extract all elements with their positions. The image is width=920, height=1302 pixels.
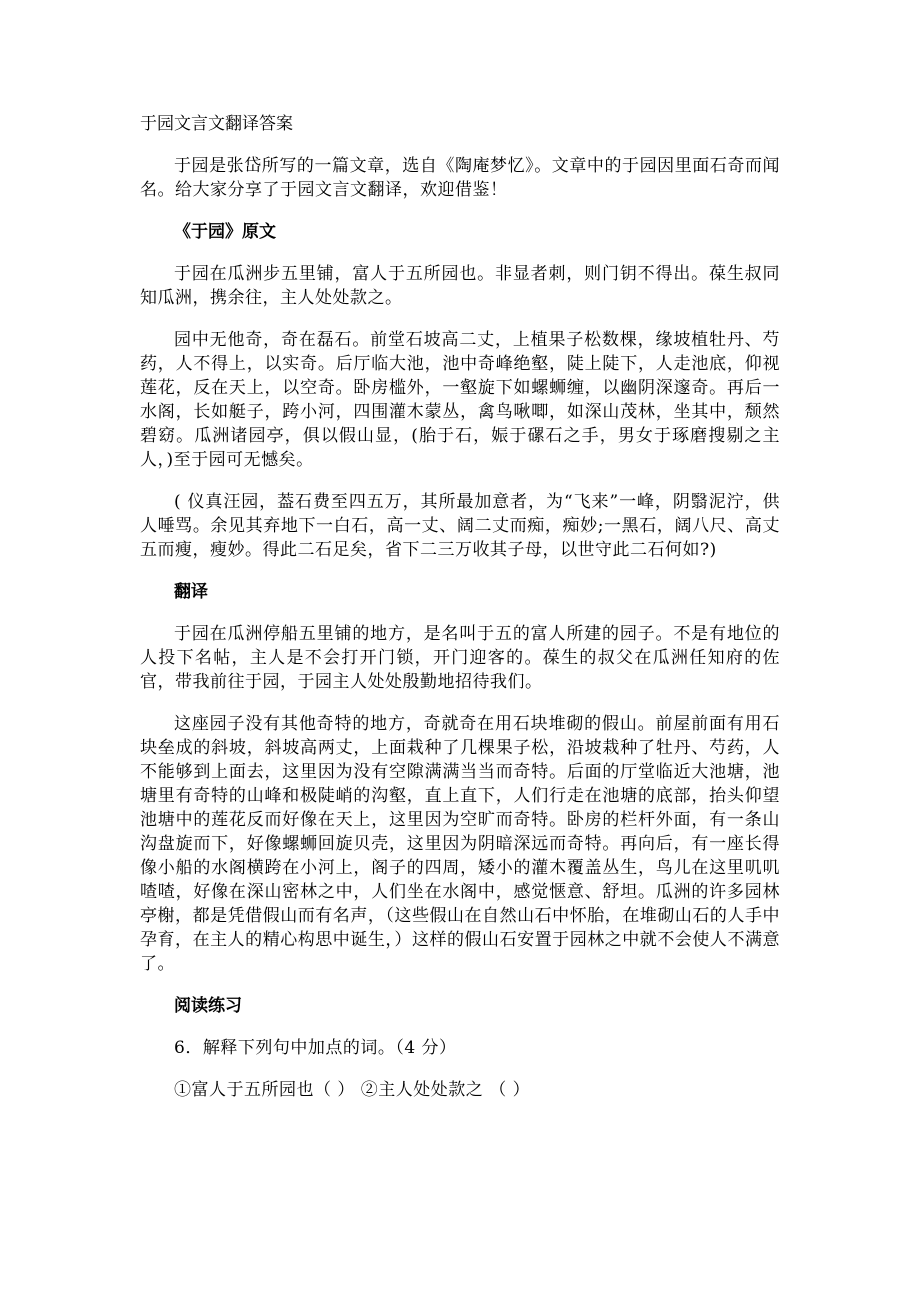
original-paragraph-2: 园中无他奇，奇在磊石。前堂石坡高二丈，上植果子松数棵，缘坡植牡丹、芍药，人不得上，以实奇。后厅临大池，池中奇峰绝壑，陡上陡下，人走池底，仰视莲花，反在天上，以空奇。卧房槛外，一壑旋下如螺蛳缠，以幽阴深邃奇。再后一水阁，长如艇子，跨小河，四围灌木蒙丛，禽鸟啾唧，如深山茂林，坐其中，颓然碧窈。瓜洲诸园亭，俱以假山显，(胎于石，娠于磥石之手，男女于琢磨搜剔之主人，)至于园可无憾矣。 (140, 330, 780, 470)
translation-paragraph-1: 于园在瓜洲停船五里铺的地方，是名叫于五的富人所建的园子。不是有地位的人投下名帖，主人是不会打开门锁，开门迎客的。葆生的叔父在瓜洲任知府的佐官，带我前往于园，于园主人处处殷勤地招待我们。 (140, 624, 780, 692)
translation-paragraph-2: 这座园子没有其他奇特的地方，奇就奇在用石块堆砌的假山。前屋前面有用石块垒成的斜坡，斜坡高两丈，上面栽种了几棵果子松，沿坡栽种了牡丹、芍药，人不能够到上面去，这里因为没有空隙满满当当而奇特。后面的厅堂临近大池塘，池塘里有奇特的山峰和极陡峭的沟壑，直上直下，人们行走在池塘的底部，抬头仰望池塘中的莲花反而好像在天上，这里因为空旷而奇特。卧房的栏杆外面，有一条山沟盘旋而下，好像螺蛳回旋贝壳，这里因为阴暗深远而奇特。再向后，有一座长得像小船的水阁横跨在小河上，阁子的四周，矮小的灌木覆盖丛生，鸟儿在这里叽叽喳喳，好像在深山密林之中，人们坐在水阁中，感觉惬意、舒坦。瓜洲的许多园林亭榭，都是凭借假山而有名声，（这些假山在自然山石中怀胎，在堆砌山石的人手中孕育，在主人的精心构思中诞生，）这样的假山石安置于园林之中就不会使人不满意了。 (140, 714, 780, 974)
original-paragraph-3: ( 仪真汪园，葢石费至四五万，其所最加意者，为“飞来”一峰，阴翳泥泞，供人唾骂。余见其弃地下一白石，高一丈、阔二丈而痴，痴妙;一黑石，阔八尺、高丈五而瘦，瘦妙。得此二石足矣，省下二三万收其子母，以世守此二石何如?) (140, 492, 780, 560)
original-paragraph-1: 于园在瓜洲步五里铺，富人于五所园也。非显者刺，则门钥不得出。葆生叔同知瓜洲，携余往，主人处处款之。 (140, 264, 780, 308)
exercise-items: ①富人于五所园也（ ） ②主人处处款之 （ ） (174, 1080, 531, 1100)
translation-heading: 翻译 (174, 582, 208, 602)
document-page (140, 112, 780, 1120)
document-title: 于园文言文翻译答案 (140, 114, 293, 134)
exercise-question: 6．解释下列句中加点的词。（4 分） (174, 1038, 457, 1058)
original-heading: 《于园》原文 (174, 222, 276, 242)
intro-paragraph: 于园是张岱所写的一篇文章，选自《陶庵梦忆》。文章中的于园因里面石奇而闻名。给大家分享了于园文言文翻译，欢迎借鉴！ (140, 156, 780, 200)
exercise-heading: 阅读练习 (174, 996, 242, 1016)
